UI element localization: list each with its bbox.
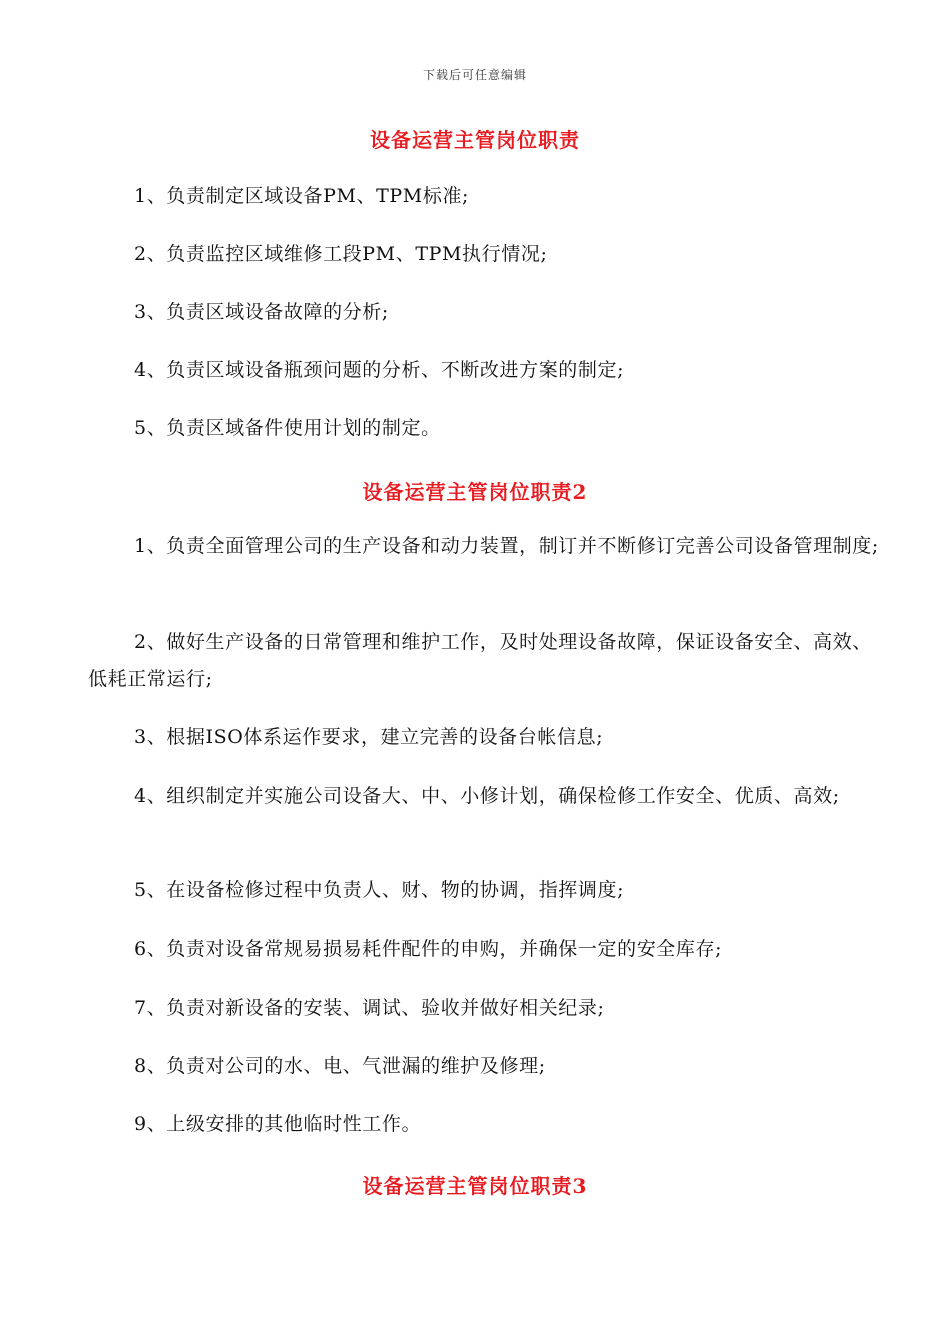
list-item: 1、负责全面管理公司的生产设备和动力装置，制订并不断修订完善公司设备管理制度; [134,535,879,557]
list-item: 7、负责对新设备的安装、调试、验收并做好相关纪录; [134,997,605,1019]
list-item: 2、负责监控区域维修工段PM、TPM执行情况; [134,243,548,265]
list-item: 4、负责区域设备瓶颈问题的分析、不断改进方案的制定; [134,359,625,381]
list-item: 3、根据ISO体系运作要求，建立完善的设备台帐信息; [134,726,604,748]
header-note: 下载后可任意编辑 [422,68,527,82]
list-item: 3、负责区域设备故障的分析; [134,301,389,323]
list-item: 5、负责区域备件使用计划的制定。 [134,417,441,439]
list-item: 2、做好生产设备的日常管理和维护工作，及时处理设备故障，保证设备安全、高效、低耗正常运行; [88,631,872,690]
section-title-3: 设备运营主管岗位职责3 [362,1174,588,1198]
list-item: 5、在设备检修过程中负责人、财、物的协调，指挥调度; [134,879,625,901]
list-item: 8、负责对公司的水、电、气泄漏的维护及修理; [134,1055,546,1077]
list-item: 6、负责对设备常规易损易耗件配件的申购，并确保一定的安全库存; [134,938,723,960]
section-title-1: 设备运营主管岗位职责 [370,128,580,152]
list-item: 1、负责制定区域设备PM、TPM标准; [134,185,470,207]
list-item: 4、组织制定并实施公司设备大、中、小修计划，确保检修工作安全、优质、高效; [134,785,840,807]
section-title-2: 设备运营主管岗位职责2 [362,480,588,504]
list-item: 9、上级安排的其他临时性工作。 [134,1113,422,1135]
